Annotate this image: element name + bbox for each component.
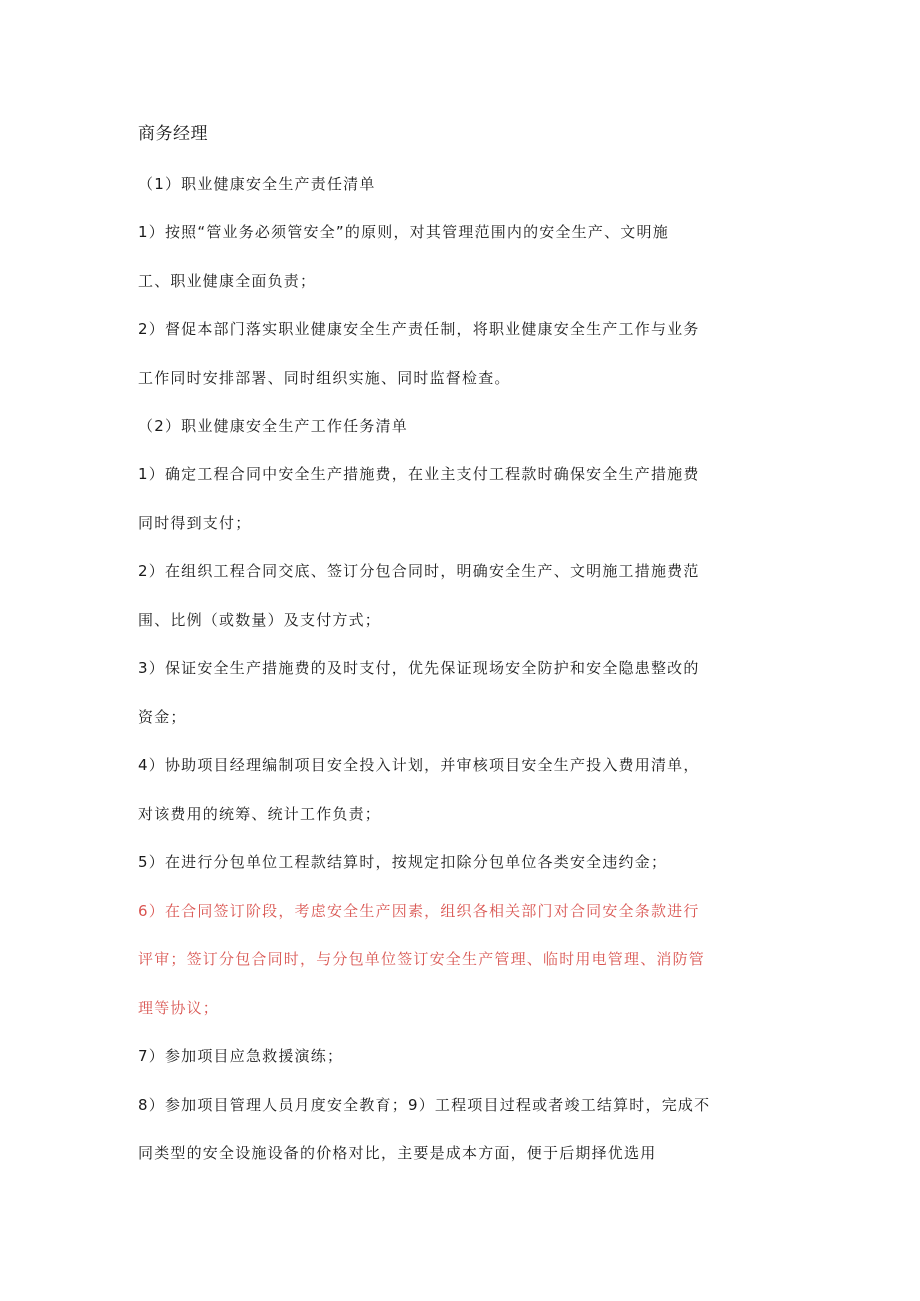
task-item-2-line-2: 围、比例（或数量）及支付方式； [138,611,382,629]
section-heading-responsibility-list: （1）职业健康安全生产责任清单 [138,175,376,193]
task-item-6-line-3: 理等协议； [138,999,220,1017]
task-item-4-line-2: 对该费用的统筹、统计工作负责； [138,805,382,823]
task-item-1-line-2: 同时得到支付； [138,514,252,532]
task-item-3-line-1: 3）保证安全生产措施费的及时支付，优先保证现场安全防护和安全隐患整改的 [138,659,700,677]
responsibility-item-1-line-2: 工、职业健康全面负责； [138,272,317,290]
task-item-1-line-1: 1）确定工程合同中安全生产措施费，在业主支付工程款时确保安全生产措施费 [138,465,700,483]
task-item-4-line-1: 4）协助项目经理编制项目安全投入计划，并审核项目安全生产投入费用清单， [138,756,700,774]
section-heading-task-list: （2）职业健康安全生产工作任务清单 [138,417,408,435]
task-item-2-line-1: 2）在组织工程合同交底、签订分包合同时，明确安全生产、文明施工措施费范 [138,562,700,580]
task-item-5-line-1: 5）在进行分包单位工程款结算时，按规定扣除分包单位各类安全违约金； [138,853,668,871]
task-item-8-line-2: 同类型的安全设施设备的价格对比，主要是成本方面，便于后期择优选用 [138,1144,657,1162]
responsibility-item-2-line-1: 2）督促本部门落实职业健康安全生产责任制，将职业健康安全生产工作与业务 [138,320,700,338]
task-item-3-line-2: 资金； [138,708,187,726]
responsibility-item-2-line-2: 工作同时安排部署、同时组织实施、同时监督检查。 [138,369,511,387]
task-item-6-line-1: 6）在合同签订阶段，考虑安全生产因素，组织各相关部门对合同安全条款进行 [138,902,700,920]
page-title: 商务经理 [138,124,208,144]
task-item-6-line-2: 评审；签订分包合同时，与分包单位签订安全生产管理、临时用电管理、消防管 [138,950,706,968]
responsibility-item-1-line-1: 1）按照“管业务必须管安全”的原则，对其管理范围内的安全生产、文明施 [138,223,669,241]
task-item-7-line-1: 7）参加项目应急救援演练； [138,1047,344,1065]
task-item-8-line-1: 8）参加项目管理人员月度安全教育；9）工程项目过程或者竣工结算时，完成不 [138,1096,711,1114]
